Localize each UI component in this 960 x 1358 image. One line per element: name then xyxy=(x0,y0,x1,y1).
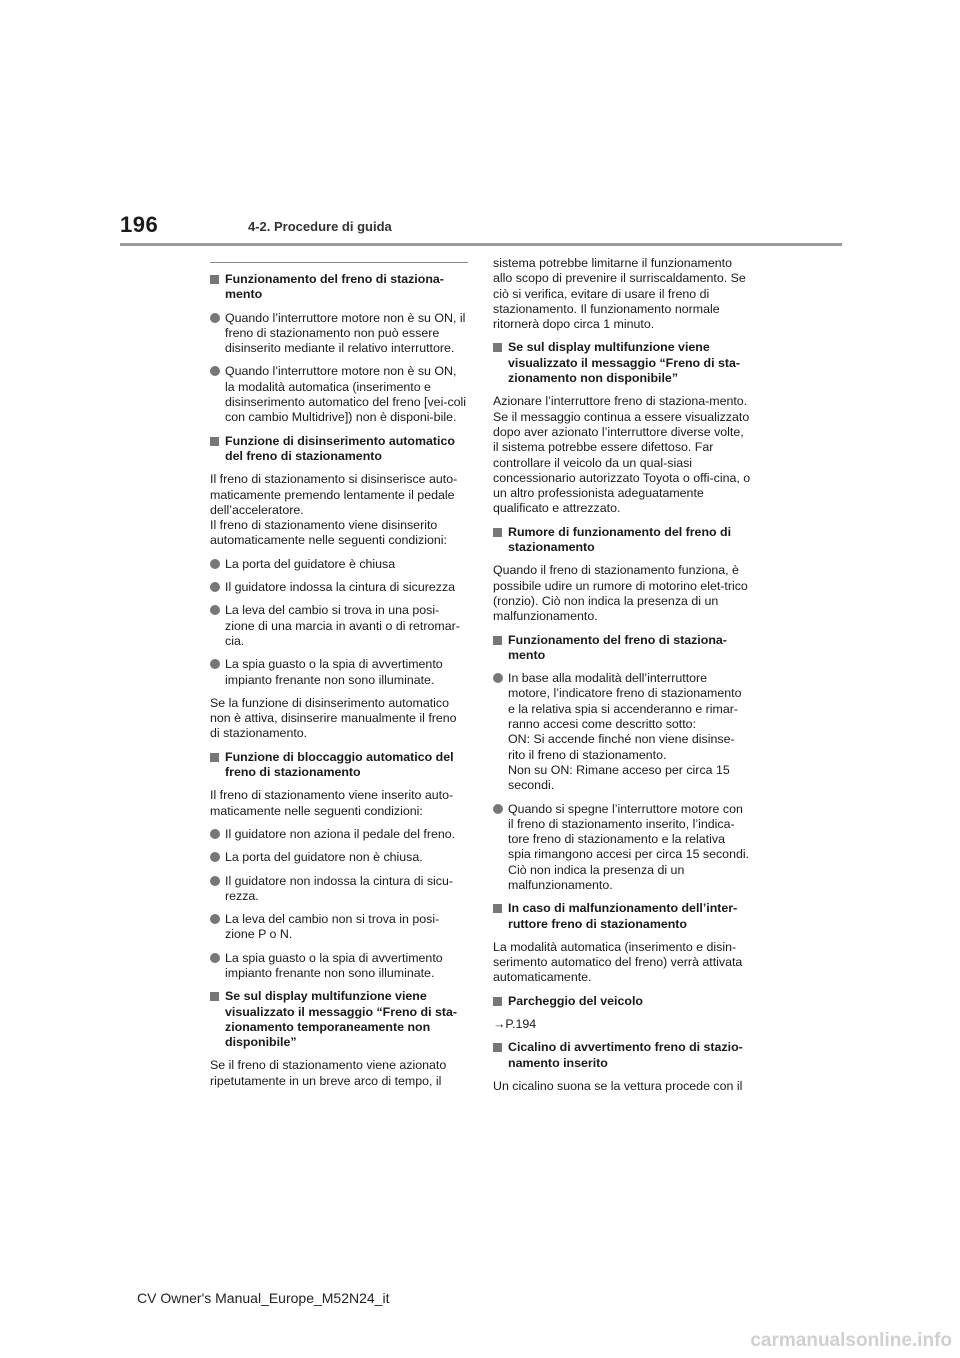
bullet-text: La leva del cambio non si trova in posi-zione P o N. xyxy=(225,912,440,942)
circle-bullet-icon xyxy=(210,605,220,615)
circle-bullet-icon xyxy=(210,559,220,569)
section-heading xyxy=(493,1040,751,1071)
paragraph-text: Se la funzione di disinserimento automatico non è attiva, disinserire manualmente il freno di stazionamento. xyxy=(210,695,457,741)
square-bullet-icon xyxy=(493,1043,502,1052)
heading-text: Funzionamento del freno di staziona-mento xyxy=(508,632,727,662)
heading-text: In caso di malfunzionamento dell’inter-ruttore freno di stazionamento xyxy=(508,901,738,931)
footer-manual-name: CV Owner's Manual_Europe_M52N24_it xyxy=(137,1290,390,1306)
bullet-item xyxy=(493,802,751,894)
circle-bullet-icon xyxy=(210,659,220,669)
bullet-item xyxy=(210,557,468,572)
circle-bullet-icon xyxy=(210,582,220,592)
square-bullet-icon xyxy=(493,528,502,537)
bullet-item xyxy=(210,364,468,425)
paragraph xyxy=(210,1058,468,1089)
paragraph-text: Azionare l’interruttore freno di staziona-mento. Se il messaggio continua a essere visualizzato dopo aver azionato l’interruttore diverse volte, il sistema potrebbe essere difettoso. Far controllare il veicolo da un qual-siasi concessionario autorizzato Toyota o offi-cina, o un altro professionista adeguatamente qualificato e attrezzato. xyxy=(493,394,751,516)
bullet-text: La spia guasto o la spia di avvertimento impianto frenante non sono illuminate. xyxy=(225,657,443,687)
bullet-item xyxy=(210,850,468,865)
paragraph xyxy=(210,472,468,548)
bullet-item xyxy=(210,580,468,595)
left-column xyxy=(210,262,468,1097)
heading-text: Cicalino di avvertimento freno di stazio-namento inserito xyxy=(508,1040,743,1070)
circle-bullet-icon xyxy=(210,914,220,924)
bullet-item xyxy=(210,912,468,943)
square-bullet-icon xyxy=(493,904,502,913)
bullet-item xyxy=(210,951,468,982)
paragraph xyxy=(493,1079,751,1094)
heading-text: Se sul display multifunzione viene visualizzato il messaggio “Freno di sta-zionamento temporaneamente non disponibile” xyxy=(225,989,458,1050)
circle-bullet-icon xyxy=(210,852,220,862)
bullet-item xyxy=(210,311,468,357)
section-heading xyxy=(493,340,751,386)
circle-bullet-icon xyxy=(210,953,220,963)
paragraph xyxy=(210,788,468,819)
heading-text: Parcheggio del veicolo xyxy=(508,993,643,1008)
bullet-text: La porta del guidatore è chiusa xyxy=(225,556,396,571)
page-reference xyxy=(493,1017,751,1032)
square-bullet-icon xyxy=(493,997,502,1006)
bullet-text: La leva del cambio si trova in una posi-zione di una marcia in avanti o di retromar-cia. xyxy=(225,603,460,648)
bullet-item xyxy=(493,671,751,793)
paragraph-text: Il freno di stazionamento viene inserito auto-maticamente nelle seguenti condizioni: xyxy=(210,788,454,818)
watermark: carmanualsonline.info xyxy=(750,1330,952,1351)
square-bullet-icon xyxy=(210,437,219,446)
square-bullet-icon xyxy=(493,636,502,645)
bullet-item xyxy=(210,874,468,905)
page-number: 196 xyxy=(120,212,159,237)
square-bullet-icon xyxy=(210,992,219,1001)
heading-text: Funzionamento del freno di staziona- mento xyxy=(225,272,444,302)
bullet-item xyxy=(210,827,468,842)
circle-bullet-icon xyxy=(210,876,220,886)
section-heading xyxy=(493,525,751,556)
bullet-text: Quando l’interruttore motore non è su ON, la modalità automatica (inserimento e disinserimento automatico del freno [vei-coli con cambio Multidrive]) non è disponi-bile. xyxy=(225,364,467,425)
bullet-text: Il guidatore non aziona il pedale del freno. xyxy=(225,826,456,841)
heading-text: Rumore di funzionamento del freno di stazionamento xyxy=(508,524,732,555)
paragraph xyxy=(493,256,751,332)
circle-bullet-icon xyxy=(210,829,220,839)
section-heading xyxy=(493,901,751,932)
section-heading xyxy=(210,750,468,781)
bullet-text: Quando l’interruttore motore non è su ON, il freno di stazionamento non può essere disinserito mediante il relativo interruttore. xyxy=(225,310,466,356)
header-rule xyxy=(120,243,842,246)
paragraph xyxy=(493,394,751,516)
square-bullet-icon xyxy=(210,753,219,762)
section-heading xyxy=(493,994,751,1009)
section-heading xyxy=(210,434,468,465)
paragraph-text: La modalità automatica (inserimento e disin-serimento automatico del freno) verrà attivata automaticamente. xyxy=(493,939,743,985)
paragraph-text: Se il freno di stazionamento viene azionato ripetutamente in un breve arco di tempo, il xyxy=(210,1058,447,1088)
paragraph-text: Quando il freno di stazionamento funziona, è possibile udire un rumore di motorino elet-trico (ronzio). Ciò non indica la presenza di un malfunzionamento. xyxy=(493,563,748,624)
page-reference-text: →P.194 xyxy=(493,1017,537,1032)
paragraph xyxy=(493,940,751,986)
right-column xyxy=(493,256,751,1102)
bullet-text: La spia guasto o la spia di avvertimento impianto frenante non sono illuminate. xyxy=(225,950,443,980)
circle-bullet-icon xyxy=(210,313,220,323)
paragraph-text: Un cicalino suona se la vettura procede con il xyxy=(493,1078,743,1093)
bullet-text: Il guidatore non indossa la cintura di sicu-rezza. xyxy=(225,873,453,903)
circle-bullet-icon xyxy=(210,366,220,376)
bullet-text: In base alla modalità dell’interruttore motore, l’indicatore freno di stazionamento e la relativa spia si accenderanno e rimar-ranno accesi come descritto sotto: ON: Si accende finché non viene disinse-rito il freno di stazionamento. Non su ON: Rimane acceso per circa 15 secondi. xyxy=(508,671,742,793)
square-bullet-icon xyxy=(210,275,219,284)
section-heading xyxy=(210,989,468,1050)
bullet-item xyxy=(210,657,468,688)
bullet-text: Il guidatore indossa la cintura di sicurezza xyxy=(225,580,456,595)
heading-text: Funzione di bloccaggio automatico del freno di stazionamento xyxy=(225,749,454,780)
paragraph-text: sistema potrebbe limitarne il funzionamento allo scopo di prevenire il surriscaldamento. Se ciò si verifica, evitare di usare il freno di stazionamento. Il funzionamento normale ritornerà dopo circa 1 minuto. xyxy=(493,256,746,332)
circle-bullet-icon xyxy=(493,804,503,814)
paragraph xyxy=(493,563,751,624)
section-heading xyxy=(210,272,468,303)
square-bullet-icon xyxy=(493,343,502,352)
bullet-text: La porta del guidatore non è chiusa. xyxy=(225,850,423,865)
bullet-item xyxy=(210,603,468,649)
paragraph-text: Il freno di stazionamento si disinserisce auto-maticamente premendo lentamente il pedale dell’acceleratore. Il freno di stazionamento viene disinserito automaticamente nelle seguenti condizioni: xyxy=(210,472,458,548)
heading-text: Se sul display multifunzione viene visualizzato il messaggio “Freno di sta-zionamento non disponibile” xyxy=(508,340,741,386)
section-heading xyxy=(493,633,751,664)
heading-text: Funzione di disinserimento automatico del freno di stazionamento xyxy=(225,433,455,463)
section-title: 4-2. Procedure di guida xyxy=(248,219,392,234)
paragraph xyxy=(210,696,468,742)
circle-bullet-icon xyxy=(493,673,503,683)
bullet-text: Quando si spegne l’interruttore motore con il freno di stazionamento inserito, l’indica-tore freno di stazionamento e la relativa spia rimangono accesi per circa 15 secondi. Ciò non indica la presenza di un malfunzionamento. xyxy=(508,801,750,892)
